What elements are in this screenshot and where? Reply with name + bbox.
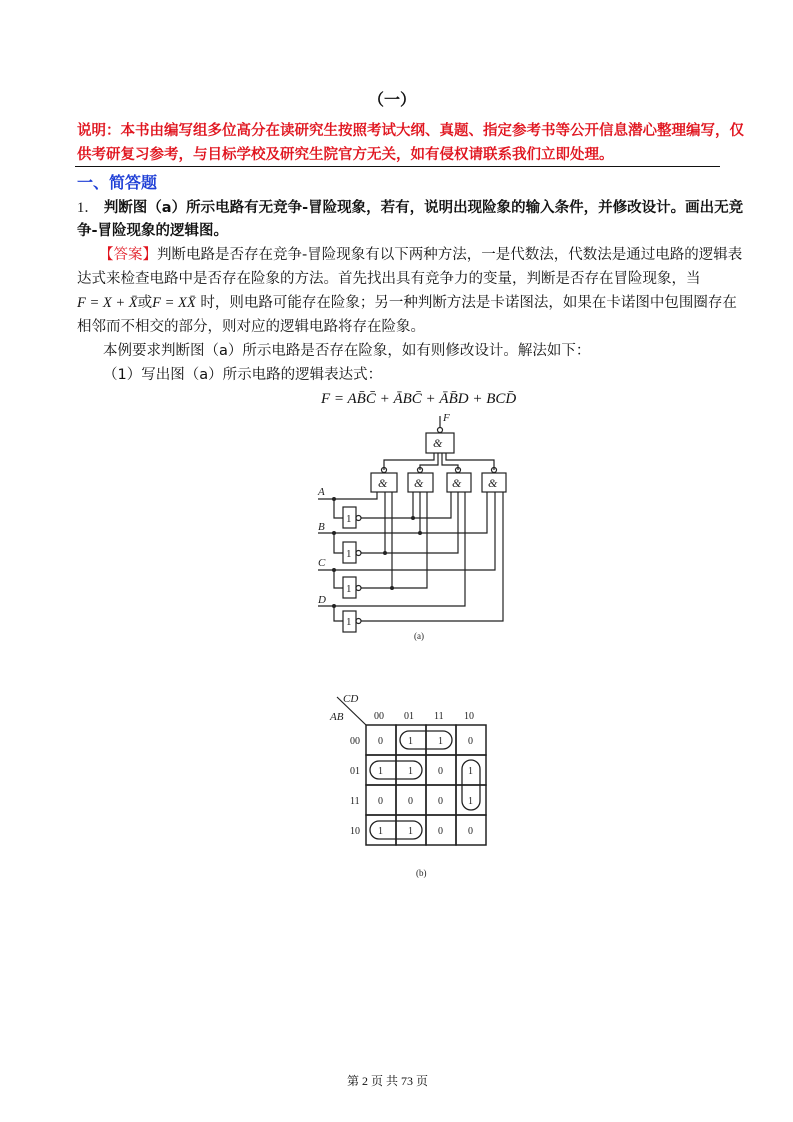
- kmap-cell-value: 1: [408, 826, 413, 837]
- or-text: 或: [137, 295, 153, 311]
- input-label-c: C: [318, 557, 326, 569]
- and-symbol: &: [433, 436, 443, 450]
- answer-para-2: 本例要求判断图（a）所示电路是否存在险象，如有则修改设计。解法如下：: [103, 343, 591, 359]
- kmap-cell-value: 1: [468, 796, 473, 807]
- kmap-col-var: CD: [343, 693, 359, 705]
- kmap-cell-value: 1: [408, 736, 413, 747]
- answer-line-2: 达式来检查电路中是否存在险象的方法。首先找出具有竞争力的变量，判断是否存在冒险现象，当: [77, 271, 701, 287]
- svg-text:&: &: [452, 476, 462, 490]
- kmap-cell-value: 1: [378, 826, 383, 837]
- page-footer: 第 2 页 共 73 页: [347, 1074, 429, 1088]
- kmap-row-label: 11: [350, 796, 360, 807]
- figure-a-caption: (a): [414, 631, 424, 641]
- notice-line-2: 供考研复习参考，与目标学校及研究生院官方无关，如有侵权请联系我们立即处理。: [77, 147, 614, 163]
- kmap-cell-value: 1: [468, 766, 473, 777]
- svg-text:1: 1: [346, 616, 352, 628]
- figure-b-caption: (b): [416, 868, 427, 878]
- logic-equation: F = AB̄C̄ + ĀBC̄ + ĀB̄D + BCD̄: [321, 391, 517, 407]
- section-heading: 一、简答题: [77, 173, 158, 192]
- notice-line-1: 说明：本书由编写组多位高分在读研究生按照考试大纲、真题、指定参考书等公开信息潜心整理编写，仅: [77, 123, 744, 139]
- svg-text:1: 1: [346, 513, 352, 525]
- svg-text:1: 1: [346, 548, 352, 560]
- output-label-f: F: [443, 412, 450, 424]
- page-title: （一）: [368, 90, 417, 109]
- kmap-cell-value: 0: [438, 766, 443, 777]
- answer-text: 判断电路是否存在竞争-冒险现象有以下两种方法，一是代数法，代数法是通过电路的逻辑表: [157, 247, 743, 263]
- formula-1: F = X + X̄: [77, 295, 138, 311]
- kmap-cell-value: 1: [378, 766, 383, 777]
- kmap-cell-value: 0: [438, 796, 443, 807]
- kmap-col-label: 01: [404, 711, 414, 722]
- kmap-cell-value: 0: [468, 736, 473, 747]
- svg-text:&: &: [414, 476, 424, 490]
- kmap-cell-value: 0: [378, 736, 383, 747]
- kmap-row-var: AB: [330, 711, 344, 723]
- kmap-cell-value: 1: [438, 736, 443, 747]
- kmap-cell-value: 0: [378, 796, 383, 807]
- svg-text:&: &: [378, 476, 388, 490]
- answer-line-4: 相邻而不相交的部分，则对应的逻辑电路将存在险象。: [77, 319, 425, 335]
- formula-2: F = XX̄: [152, 295, 196, 311]
- input-label-a: A: [318, 486, 325, 498]
- input-label-b: B: [318, 521, 325, 533]
- kmap-row-label: 00: [350, 736, 360, 747]
- kmap-cell-value: 1: [408, 766, 413, 777]
- question-text: 判断图（a）所示电路有无竞争-冒险现象，若有，说明出现险象的输入条件，并修改设计。画出无竞: [103, 200, 744, 216]
- svg-text:&: &: [488, 476, 498, 490]
- kmap-col-label: 00: [374, 711, 384, 722]
- input-label-d: D: [318, 594, 326, 606]
- kmap-col-label: 10: [464, 711, 474, 722]
- kmap-cell-value: 0: [438, 826, 443, 837]
- answer-text: 时，则电路可能存在险象；另一种判断方法是卡诺图法，如果在卡诺图中包围圈存在: [195, 295, 737, 311]
- kmap-cell-value: 0: [408, 796, 413, 807]
- answer-step-1: （1）写出图（a）所示电路的逻辑表达式：: [103, 367, 383, 383]
- kmap-cell-value: 0: [468, 826, 473, 837]
- svg-text:1: 1: [346, 583, 352, 595]
- question-number: 1．: [77, 200, 99, 216]
- kmap-row-label: 01: [350, 766, 360, 777]
- kmap-row-label: 10: [350, 826, 360, 837]
- answer-tag: 【答案】: [99, 247, 157, 263]
- kmap-col-label: 11: [434, 711, 444, 722]
- question-line-2: 争-冒险现象的逻辑图。: [77, 223, 229, 239]
